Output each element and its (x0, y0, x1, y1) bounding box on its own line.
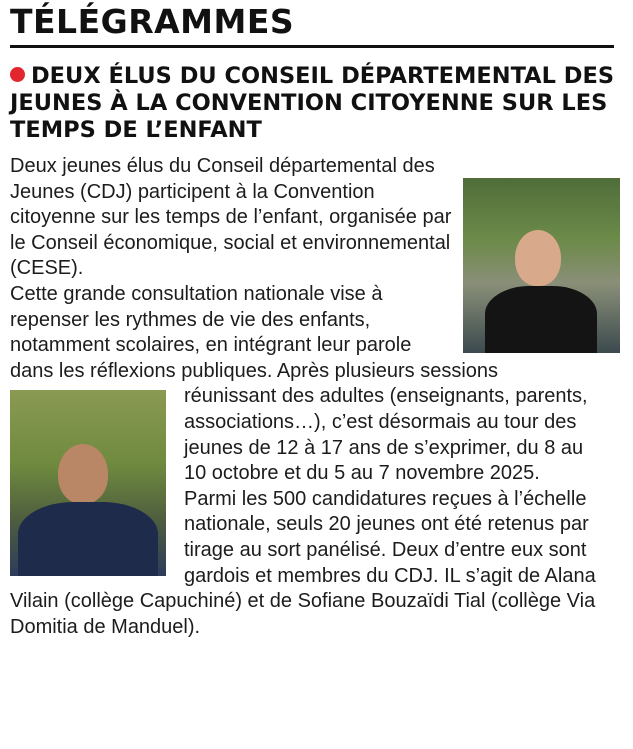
headline-text: DEUX ÉLUS DU CONSEIL DÉPARTEMENTAL DES JEUNES À LA CONVENTION CITOYENNE SUR LES TEMPS DE L’ENFANT (10, 63, 615, 143)
paragraph-selection: Parmi les 500 candidatures reçues à l’échelle nationale, seuls 20 jeunes ont été retenus par tirage au sort panélisé. Deux d’entre eux sont gardois et membres du CDJ. IL s’agit de Alana Vilain (collège Capuchiné) et de Sofiane Bouzaïdi Tial (collège Via Domitia de Manduel). (10, 487, 596, 638)
face-shape (58, 444, 108, 504)
article-headline (10, 63, 625, 144)
section-divider (10, 45, 614, 48)
paragraph-consultation: Cette grande consultation nationale vise à repenser les rythmes de vie des enfants, notamment scolaires, en intégrant leur parole dans les réflexions publiques. Après plusieurs sessions (10, 282, 499, 382)
bullet-icon (10, 67, 25, 82)
torso-shape (18, 502, 158, 576)
portrait-photo-girl (463, 178, 620, 353)
section-title: TÉLÉGRAMMES (10, 2, 295, 41)
torso-shape (485, 286, 597, 353)
paragraph-sessions: réunissant des adultes (enseignants, parents, associations…), c’est désormais au tour des jeunes de 12 à 17 ans de s’exprimer, du 8 au 10 octobre et du 5 au 7 novembre 2025. (184, 385, 588, 485)
portrait-photo-boy (10, 390, 166, 576)
paragraph-intro: Deux jeunes élus du Conseil départemental des Jeunes (CDJ) participent à la Convention citoyenne sur les temps de l’enfant, organisée par le Conseil économique, social et environnemental (CESE). (10, 155, 452, 280)
article-body (10, 154, 610, 640)
face-shape (515, 230, 561, 286)
